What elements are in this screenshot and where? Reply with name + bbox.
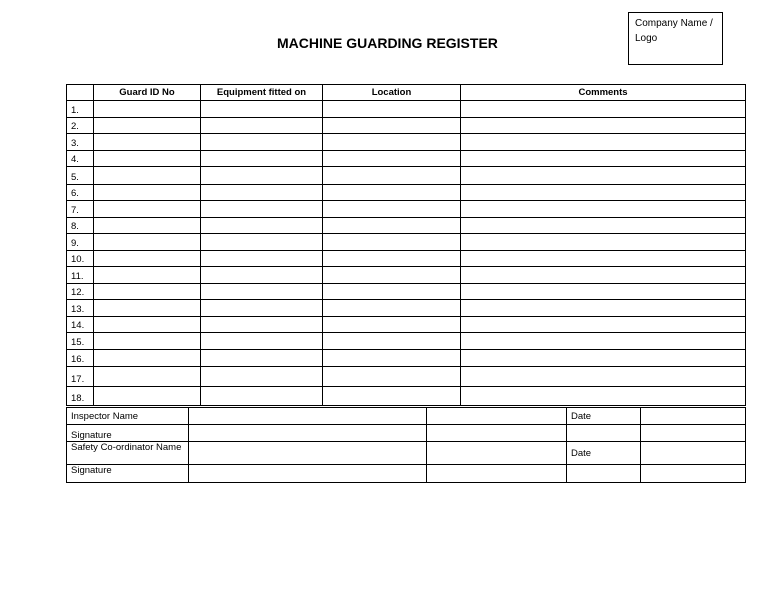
location-cell[interactable]: [323, 134, 461, 151]
guard-id-cell[interactable]: [94, 201, 201, 218]
coordinator-date-field[interactable]: [641, 442, 746, 465]
guard-id-cell[interactable]: [94, 284, 201, 300]
comments-cell[interactable]: [461, 201, 746, 218]
register-row: [67, 118, 746, 134]
register-row: [67, 185, 746, 201]
location-cell[interactable]: [323, 267, 461, 284]
comments-cell[interactable]: [461, 350, 746, 367]
equipment-cell[interactable]: [201, 101, 323, 118]
row-number: 8.: [67, 218, 94, 234]
register-header-row: [67, 85, 746, 101]
equipment-cell[interactable]: [201, 284, 323, 300]
equipment-cell[interactable]: [201, 300, 323, 317]
company-logo-box: Company Name / Logo: [628, 12, 723, 65]
coordinator-signature-label: Signature: [67, 465, 189, 483]
row-number: 10.: [67, 251, 94, 267]
guarding-register-table: [66, 84, 746, 406]
location-cell[interactable]: [323, 350, 461, 367]
register-row: [67, 300, 746, 317]
row-number: 5.: [67, 167, 94, 185]
location-cell[interactable]: [323, 367, 461, 387]
register-row: [67, 367, 746, 387]
register-row: [67, 350, 746, 367]
coordinator-date-label: Date: [567, 442, 641, 465]
location-cell[interactable]: [323, 284, 461, 300]
register-row: [67, 317, 746, 333]
comments-cell[interactable]: [461, 251, 746, 267]
page-title: MACHINE GUARDING REGISTER: [277, 35, 498, 51]
comments-cell[interactable]: [461, 151, 746, 167]
row-number: 18.: [67, 387, 94, 406]
guard-id-cell[interactable]: [94, 267, 201, 284]
comments-cell[interactable]: [461, 300, 746, 317]
comments-cell[interactable]: [461, 284, 746, 300]
row-number: 6.: [67, 185, 94, 201]
inspector-signature-extra-field[interactable]: [427, 425, 567, 442]
row-number: 9.: [67, 234, 94, 251]
equipment-cell[interactable]: [201, 387, 323, 406]
guard-id-cell[interactable]: [94, 251, 201, 267]
comments-cell[interactable]: [461, 317, 746, 333]
header-guard-id: Guard ID No: [94, 85, 201, 101]
header-equipment: Equipment fitted on: [201, 85, 323, 101]
equipment-cell[interactable]: [201, 333, 323, 350]
inspector-date-label: Date: [567, 408, 641, 425]
location-cell[interactable]: [323, 118, 461, 134]
register-row: [67, 218, 746, 234]
guard-id-cell[interactable]: [94, 101, 201, 118]
location-cell[interactable]: [323, 300, 461, 317]
inspector-date-field[interactable]: [641, 408, 746, 425]
equipment-cell[interactable]: [201, 201, 323, 218]
equipment-cell[interactable]: [201, 267, 323, 284]
guard-id-cell[interactable]: [94, 367, 201, 387]
register-row: [67, 387, 746, 406]
inspector-signature-blank[interactable]: [641, 425, 746, 442]
guard-id-cell[interactable]: [94, 118, 201, 134]
comments-cell[interactable]: [461, 387, 746, 406]
location-cell[interactable]: [323, 387, 461, 406]
guard-id-cell[interactable]: [94, 300, 201, 317]
guard-id-cell[interactable]: [94, 167, 201, 185]
register-row: [67, 151, 746, 167]
location-cell[interactable]: [323, 185, 461, 201]
inspector-signature-date-blank[interactable]: [567, 425, 641, 442]
register-row: [67, 284, 746, 300]
equipment-cell[interactable]: [201, 167, 323, 185]
guard-id-cell[interactable]: [94, 234, 201, 251]
coordinator-signature-blank[interactable]: [641, 465, 746, 483]
row-number: 12.: [67, 284, 94, 300]
register-row: [67, 234, 746, 251]
comments-cell[interactable]: [461, 218, 746, 234]
location-cell[interactable]: [323, 151, 461, 167]
coordinator-extra-field[interactable]: [427, 442, 567, 465]
guard-id-cell[interactable]: [94, 151, 201, 167]
comments-cell[interactable]: [461, 333, 746, 350]
inspector-name-label: Inspector Name: [67, 408, 189, 425]
equipment-cell[interactable]: [201, 151, 323, 167]
register-row: [67, 251, 746, 267]
equipment-cell[interactable]: [201, 234, 323, 251]
row-number: 17.: [67, 367, 94, 387]
row-number: 7.: [67, 201, 94, 218]
comments-cell[interactable]: [461, 134, 746, 151]
comments-cell[interactable]: [461, 367, 746, 387]
row-number: 14.: [67, 317, 94, 333]
guard-id-cell[interactable]: [94, 134, 201, 151]
register-row: [67, 134, 746, 151]
register-row: [67, 101, 746, 118]
guard-id-cell[interactable]: [94, 350, 201, 367]
location-cell[interactable]: [323, 333, 461, 350]
equipment-cell[interactable]: [201, 317, 323, 333]
equipment-cell[interactable]: [201, 185, 323, 201]
signoff-table: [66, 407, 746, 483]
comments-cell[interactable]: [461, 118, 746, 134]
row-number: 11.: [67, 267, 94, 284]
guard-id-cell[interactable]: [94, 333, 201, 350]
row-number: 3.: [67, 134, 94, 151]
coordinator-signature-date-blank[interactable]: [567, 465, 641, 483]
equipment-cell[interactable]: [201, 118, 323, 134]
comments-cell[interactable]: [461, 101, 746, 118]
location-cell[interactable]: [323, 167, 461, 185]
coordinator-name-field[interactable]: [189, 442, 427, 465]
register-row: [67, 333, 746, 350]
guard-id-cell[interactable]: [94, 218, 201, 234]
coordinator-signature-field[interactable]: [189, 465, 427, 483]
register-row: [67, 201, 746, 218]
coordinator-name-label: Safety Co-ordinator Name: [67, 442, 189, 465]
equipment-cell[interactable]: [201, 218, 323, 234]
location-cell[interactable]: [323, 101, 461, 118]
inspector-signature-row: [67, 425, 746, 442]
location-cell[interactable]: [323, 317, 461, 333]
header-row-number: [67, 85, 94, 101]
guard-id-cell[interactable]: [94, 387, 201, 406]
register-row: [67, 167, 746, 185]
location-cell[interactable]: [323, 234, 461, 251]
location-cell[interactable]: [323, 201, 461, 218]
header-location: Location: [323, 85, 461, 101]
comments-cell[interactable]: [461, 234, 746, 251]
row-number: 1.: [67, 101, 94, 118]
inspector-signature-field[interactable]: [189, 425, 427, 442]
coordinator-row: [67, 442, 746, 465]
coordinator-signature-row: [67, 465, 746, 483]
inspector-row: [67, 408, 746, 425]
guard-id-cell[interactable]: [94, 185, 201, 201]
guard-id-cell[interactable]: [94, 317, 201, 333]
row-number: 16.: [67, 350, 94, 367]
equipment-cell[interactable]: [201, 251, 323, 267]
comments-cell[interactable]: [461, 185, 746, 201]
equipment-cell[interactable]: [201, 350, 323, 367]
row-number: 13.: [67, 300, 94, 317]
comments-cell[interactable]: [461, 267, 746, 284]
inspector-signature-label: Signature: [67, 425, 189, 442]
header-comments: Comments: [461, 85, 746, 101]
inspector-name-field[interactable]: [189, 408, 427, 425]
location-cell[interactable]: [323, 218, 461, 234]
location-cell[interactable]: [323, 251, 461, 267]
inspector-extra-field[interactable]: [427, 408, 567, 425]
equipment-cell[interactable]: [201, 134, 323, 151]
register-row: [67, 267, 746, 284]
row-number: 15.: [67, 333, 94, 350]
row-number: 4.: [67, 151, 94, 167]
comments-cell[interactable]: [461, 167, 746, 185]
coordinator-signature-extra-field[interactable]: [427, 465, 567, 483]
equipment-cell[interactable]: [201, 367, 323, 387]
row-number: 2.: [67, 118, 94, 134]
